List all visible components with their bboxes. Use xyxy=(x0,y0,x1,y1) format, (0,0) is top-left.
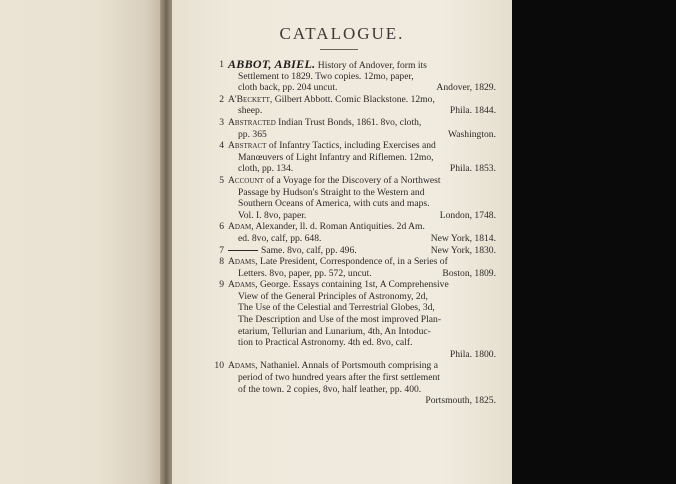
entry-line xyxy=(208,384,496,396)
entry-text: Southern Oceans of America, with cuts and maps. xyxy=(238,198,430,210)
entry-imprint: Portsmouth, 1825. xyxy=(425,395,496,407)
entry-line xyxy=(208,105,496,117)
entry-text: Adams, Late President, Correspondence of, in a Series of xyxy=(228,256,448,268)
entry-line xyxy=(208,337,496,349)
entry-imprint: New York, 1814. xyxy=(430,232,496,244)
entry-imprint: London, 1748. xyxy=(439,209,496,221)
entry-imprint: Phila. 1800. xyxy=(449,348,496,360)
catalogue-entry xyxy=(208,140,496,175)
entry-line xyxy=(208,129,496,141)
entry-text: cloth back, pp. 204 uncut. xyxy=(238,82,338,94)
entry-imprint: Boston, 1809. xyxy=(442,267,496,279)
catalogue-entry xyxy=(208,279,496,360)
entry-heading: Abstracted xyxy=(228,116,276,128)
entry-line xyxy=(208,71,496,83)
entry-line xyxy=(208,175,496,187)
entry-heading: Abstract xyxy=(228,140,267,152)
entry-line xyxy=(208,256,496,268)
entry-line xyxy=(208,187,496,199)
entry-line xyxy=(208,279,496,291)
entry-line xyxy=(208,326,496,338)
entry-text: Abstract of Infantry Tactics, including Exercises and xyxy=(228,140,436,152)
entry-text: tion to Practical Astronomy. 4th ed. 8vo, calf. xyxy=(238,337,413,349)
entry-number: 3 xyxy=(219,116,224,128)
entry-number: 2 xyxy=(219,93,224,105)
entry-text: View of the General Principles of Astronomy, 2d, xyxy=(238,290,428,302)
entry-line xyxy=(208,59,496,71)
entry-text: Manœuvers of Light Infantry and Riflemen. 12mo, xyxy=(238,151,434,163)
entry-line xyxy=(208,152,496,164)
entry-heading: ABBOT, ABIEL. xyxy=(228,57,316,71)
entry-line xyxy=(208,395,496,407)
entry-heading: Adams, xyxy=(228,256,258,268)
entry-text: Abstracted Indian Trust Bonds, 1861. 8vo, cloth, xyxy=(228,116,422,128)
entry-line xyxy=(208,210,496,222)
entry-text: Account of a Voyage for the Discovery of a Northwest xyxy=(228,174,441,186)
entry-line xyxy=(208,291,496,303)
entry-text: Letters. 8vo, paper, pp. 572, uncut. xyxy=(238,267,372,279)
entry-text: Same. 8vo, calf, pp. 496. xyxy=(228,245,357,257)
entry-line xyxy=(208,372,496,384)
entry-text: ABBOT, ABIEL. History of Andover, form its xyxy=(228,57,427,71)
entry-text: The Use of the Celestial and Terrestrial Globes, 3d, xyxy=(238,302,435,314)
catalogue-entry xyxy=(208,221,496,244)
entry-line xyxy=(208,268,496,280)
title-rule xyxy=(320,49,358,50)
entry-text: Vol. I. 8vo, paper. xyxy=(238,209,307,221)
entry-line xyxy=(208,140,496,152)
catalogue-entry xyxy=(208,59,496,94)
entry-heading: Adams, xyxy=(228,360,258,372)
left-page xyxy=(0,0,166,484)
entry-heading: Adam, xyxy=(228,221,254,233)
entry-line xyxy=(208,198,496,210)
entry-line xyxy=(208,314,496,326)
catalogue-entry xyxy=(208,94,496,117)
entry-imprint: New York, 1830. xyxy=(430,244,496,256)
entry-line xyxy=(208,117,496,129)
entry-imprint: Andover, 1829. xyxy=(436,82,496,94)
entry-number: 9 xyxy=(219,279,224,291)
catalogue-entry xyxy=(208,175,496,221)
catalogue-entry xyxy=(208,360,496,406)
entry-text: period of two hundred years after the first settlement xyxy=(238,372,440,384)
entry-heading: Adams, xyxy=(228,279,258,291)
ditto-dash xyxy=(228,250,258,251)
entry-text: A'Beckett, Gilbert Abbott. Comic Blackstone. 12mo, xyxy=(228,93,435,105)
entry-line xyxy=(208,221,496,233)
entry-heading: Account xyxy=(228,174,264,186)
entry-line xyxy=(208,245,496,257)
entry-line xyxy=(208,349,496,361)
entry-text: sheep. xyxy=(238,105,263,117)
entry-text: ed. 8vo, calf, pp. 648. xyxy=(238,232,322,244)
entry-line xyxy=(208,302,496,314)
entry-imprint: Washington. xyxy=(448,128,496,140)
entry-text: Adams, George. Essays containing 1st, A Comprehensive xyxy=(228,279,449,291)
entry-text: Adams, Nathaniel. Annals of Portsmouth comprising a xyxy=(228,360,438,372)
catalogue-entries xyxy=(208,59,496,407)
entry-line xyxy=(208,82,496,94)
entry-text: cloth, pp. 134. xyxy=(238,163,294,175)
entry-heading: A'Beckett, xyxy=(228,93,273,105)
entry-line xyxy=(208,233,496,245)
entry-text: Passage by Hudson's Straight to the Western and xyxy=(238,186,425,198)
entry-number: 8 xyxy=(219,256,224,268)
entry-imprint: Phila. 1844. xyxy=(449,105,496,117)
entry-text: Adam, Alexander, ll. d. Roman Antiquities. 2d Am. xyxy=(228,221,425,233)
catalogue-entry xyxy=(208,245,496,257)
entry-number: 4 xyxy=(219,140,224,152)
entry-text: etarium, Tellurian and Lunarium, 4th, An Intoduc- xyxy=(238,325,431,337)
entry-number: 7 xyxy=(219,244,224,256)
entry-text: of the town. 2 copies, 8vo, half leather, pp. 400. xyxy=(238,383,422,395)
entry-text: pp. 365 xyxy=(238,128,267,140)
entry-number: 10 xyxy=(214,360,224,372)
catalogue-entry xyxy=(208,117,496,140)
page-title: CATALOGUE. xyxy=(279,24,405,43)
entry-number: 6 xyxy=(219,221,224,233)
entry-number: 5 xyxy=(219,174,224,186)
catalogue-entry xyxy=(208,256,496,279)
entry-line xyxy=(208,360,496,372)
dark-background xyxy=(512,0,676,484)
entry-line xyxy=(208,94,496,106)
entry-text: Settlement to 1829. Two copies. 12mo, paper, xyxy=(238,70,414,82)
entry-number: 1 xyxy=(219,59,224,70)
entry-text: The Description and Use of the most improved Plan- xyxy=(238,314,442,326)
entry-line xyxy=(208,163,496,175)
entry-imprint: Phila. 1853. xyxy=(449,163,496,175)
